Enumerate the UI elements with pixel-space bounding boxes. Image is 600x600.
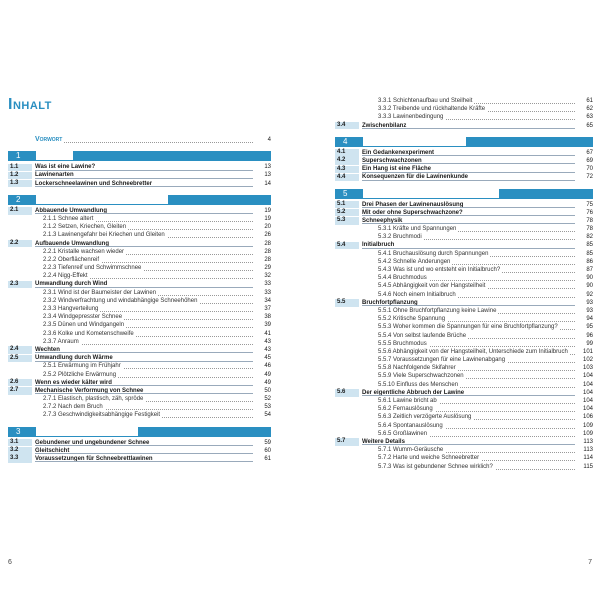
toc-title: 5.6.3 Zeitlich verzögerte Auslösung — [378, 414, 472, 421]
toc-number: 3.4 — [335, 122, 359, 129]
toc-page-number: 65 — [586, 122, 593, 129]
toc-page-number: 87 — [586, 267, 593, 273]
toc-entry[interactable] — [335, 340, 593, 348]
toc-number: 5.2 — [335, 209, 359, 216]
toc-page-number: 93 — [586, 307, 593, 314]
toc-entry[interactable] — [335, 149, 593, 157]
toc-chapter-heading[interactable] — [8, 427, 271, 437]
toc-page-number: 104 — [582, 398, 593, 404]
toc-entry[interactable] — [335, 122, 593, 130]
toc-page-number: 46 — [264, 363, 271, 370]
toc-title: Mechanische Verformung von Schnee — [35, 387, 144, 394]
toc-number: 2.3 — [8, 281, 32, 288]
toc-title: Der eigentliche Abbruch der Lawine — [362, 389, 465, 396]
toc-page-number: 95 — [586, 324, 593, 331]
toc-number: 2.4 — [8, 346, 32, 353]
toc-title: Bruchmechanik und Auslösemechanismen — [363, 188, 498, 198]
toc-page-number: 90 — [586, 283, 593, 290]
toc-chapter-heading[interactable] — [335, 189, 593, 199]
toc-page-number: 43 — [264, 338, 271, 345]
toc-page-number: 26 — [264, 232, 271, 239]
toc-chapter-heading[interactable] — [8, 151, 271, 161]
toc-entry[interactable] — [8, 180, 271, 188]
toc-number: 5.1 — [335, 201, 359, 208]
toc-page-number: 104 — [582, 381, 593, 388]
toc-entry[interactable] — [335, 165, 593, 173]
toc-entry[interactable] — [8, 362, 271, 370]
toc-page-number: 28 — [264, 256, 271, 263]
toc-chapter-heading[interactable] — [8, 195, 271, 205]
toc-title: 2.2.3 Tiefenreif und Schwimmschnee — [43, 265, 142, 272]
toc-title: 3.3.2 Treibende und rückhaltende Kräfte — [378, 106, 486, 113]
toc-page-number: 19 — [264, 215, 271, 222]
toc-entry[interactable] — [335, 105, 593, 113]
toc-page-number: 90 — [586, 275, 593, 282]
toc-page-number: 32 — [264, 273, 271, 280]
toc-title: 2.1.2 Setzen, Kriechen, Gleiten — [43, 224, 127, 231]
toc-page-number: 63 — [586, 114, 593, 121]
toc-entry[interactable] — [8, 297, 271, 305]
toc-title: 2.2.1 Kristalle wachsen wieder — [43, 248, 125, 255]
toc-number: 3.3 — [8, 455, 32, 462]
toc-title: Konsequenzen für die Lawinenkunde — [362, 174, 469, 181]
toc-number: 5.5 — [335, 299, 359, 306]
toc-number: 3.1 — [8, 439, 32, 446]
toc-title: 2.5.1 Erwärmung im Frühjahr — [43, 363, 121, 370]
toc-entry[interactable] — [335, 397, 593, 405]
toc-number: 1.3 — [8, 180, 32, 187]
toc-number: 4.4 — [335, 174, 359, 181]
toc-entry[interactable] — [335, 446, 593, 454]
toc-page-number: 41 — [264, 330, 271, 337]
toc-page-number: 109 — [582, 430, 593, 437]
page-number-left: 6 — [8, 559, 12, 566]
toc-page-number: 45 — [264, 355, 271, 362]
toc-entry[interactable] — [8, 411, 271, 419]
toc-entry[interactable] — [8, 330, 271, 338]
toc-page-number: 93 — [586, 299, 593, 306]
toc-title: 5.4.5 Abhängigkeit von der Hangsteilheit — [378, 283, 486, 290]
toc-title: Abbauende Umwandlung — [35, 207, 107, 214]
toc-entry[interactable] — [335, 438, 593, 446]
toc-title: Umwandlung durch Wind — [35, 281, 108, 288]
toc-title: Ein Gedankenexperiment — [362, 149, 435, 156]
toc-page-number: 86 — [586, 258, 593, 265]
toc-entry[interactable] — [8, 223, 271, 231]
toc-number: 2.2 — [8, 240, 32, 247]
toc-number: 5.3 — [335, 217, 359, 224]
toc-title: Aufbauende Umwandlung — [35, 240, 109, 247]
page-number-right: 7 — [588, 559, 592, 566]
toc-title: 5.6.4 Spontanauslösung — [378, 422, 443, 429]
toc-title: Einige Gedanken über Lawinen — [363, 136, 465, 146]
toc-title: 5.5.2 Kritische Spannung — [378, 316, 446, 323]
toc-title: 5.4.3 Was ist und wo entsteht ein Initialbruch? — [378, 267, 501, 273]
toc-entry[interactable] — [335, 282, 593, 290]
toc-page-number: 37 — [264, 306, 271, 312]
toc-entry[interactable] — [335, 217, 593, 225]
toc-right — [335, 97, 593, 471]
toc-title: 2.3.5 Dünen und Windgangeln — [43, 322, 125, 329]
toc-entry[interactable] — [335, 225, 593, 233]
toc-number: 5.4 — [335, 242, 359, 249]
toc-entry[interactable] — [335, 332, 593, 340]
toc-title: Ein Hang ist eine Fläche — [362, 166, 432, 173]
toc-title: 5.5.4 Von selbst laufende Brüche — [378, 332, 467, 339]
toc-entry[interactable] — [335, 291, 593, 299]
toc-page-number: 106 — [582, 414, 593, 421]
toc-title: Schnee lebt – eine kleine Schneekunde — [36, 194, 167, 204]
toc-page-number: 54 — [264, 412, 271, 419]
toc-entry[interactable] — [8, 207, 271, 215]
toc-title: Initialbruch — [362, 242, 395, 249]
toc-title: 5.7.3 Was ist gebundener Schnee wirklich? — [378, 463, 493, 470]
toc-page-number: 61 — [586, 98, 593, 104]
toc-entry[interactable] — [335, 97, 593, 105]
toc-page-number: 13 — [264, 164, 271, 171]
toc-number: 4.2 — [335, 157, 359, 164]
toc-entry[interactable] — [8, 136, 271, 144]
toc-number: 2.5 — [8, 355, 32, 362]
toc-entry[interactable] — [335, 454, 593, 462]
toc-entry[interactable] — [8, 371, 271, 379]
toc-entry[interactable] — [335, 430, 593, 438]
toc-number: 5.7 — [335, 438, 359, 445]
toc-page-number: 49 — [264, 379, 271, 386]
toc-page-number: 78 — [586, 226, 593, 233]
toc-title: 5.5.9 Viele Superschwachzonen — [378, 373, 464, 380]
toc-entry[interactable] — [335, 413, 593, 421]
toc-title: 5.3.1 Kräfte und Spannungen — [378, 226, 457, 233]
toc-page-number: 60 — [264, 447, 271, 454]
toc-title: 5.7.1 Wumm-Geräusche — [378, 447, 444, 454]
toc-entry[interactable] — [335, 258, 593, 266]
toc-entry[interactable] — [335, 241, 593, 249]
toc-entry[interactable] — [8, 171, 271, 179]
toc-number: 1.1 — [8, 164, 32, 171]
toc-page-number: 28 — [264, 248, 271, 255]
toc-page-number: 29 — [264, 265, 271, 272]
toc-entry[interactable] — [8, 272, 271, 280]
toc-page-number: 61 — [264, 456, 271, 462]
toc-entry[interactable] — [335, 364, 593, 372]
toc-page-number: 75 — [586, 201, 593, 208]
toc-title: 5.5.7 Voraussetzungen für eine Lawinenabgang — [378, 357, 506, 364]
toc-title: 5.5.10 Einfluss des Menschen — [378, 381, 459, 388]
toc-page-number: 72 — [586, 174, 593, 181]
toc-entry[interactable] — [8, 248, 271, 256]
toc-title: 5.5.8 Nachfolgende Skifahrer — [378, 365, 456, 372]
toc-page-number: 4 — [267, 137, 271, 143]
toc-entry[interactable] — [8, 403, 271, 411]
toc-title: Voraussetzungen für Schneebrettlawinen — [35, 456, 153, 462]
toc-number: 3.2 — [8, 447, 32, 454]
toc-entry[interactable] — [8, 346, 271, 354]
toc-page-number: 115 — [583, 463, 593, 470]
toc-title: 2.3.6 Kolke und Kometenschweife — [43, 330, 134, 337]
toc-page-number: 39 — [264, 322, 271, 329]
toc-page-number: 34 — [264, 297, 271, 304]
toc-title: 2.3.2 Windverfrachtung und windabhängige Schneehöhen — [43, 297, 198, 304]
toc-entry[interactable] — [335, 209, 593, 217]
toc-title: 5.5.6 Abhängigkeit von der Hangsteilheit, Unterschiede zum Initialbruch — [378, 348, 568, 355]
toc-page-number: 14 — [264, 180, 271, 187]
toc-title: Wenn es wieder kälter wird — [35, 379, 112, 386]
toc-page-number: 85 — [586, 242, 593, 249]
toc-title: 3.3.3 Lawinenbedingung — [378, 114, 444, 121]
toc-page-number: 49 — [264, 371, 271, 378]
toc-entry[interactable] — [8, 321, 271, 329]
toc-page-number: 102 — [582, 357, 593, 364]
toc-entry[interactable] — [335, 405, 593, 413]
toc-entry[interactable] — [335, 315, 593, 323]
toc-title: 2.1.3 Lawinengefahr bei Kriechen und Gleiten — [43, 232, 165, 239]
toc-entry[interactable] — [8, 447, 271, 455]
toc-page-number: 50 — [264, 387, 271, 394]
toc-entry[interactable] — [335, 250, 593, 258]
toc-title: 2.3.1 Wind ist der Baumeister der Lawinen — [43, 289, 157, 296]
toc-title: 5.4.2 Schnelle Änderungen — [378, 258, 451, 265]
toc-page-number: 38 — [264, 314, 271, 321]
toc-title: 5.5.1 Ohne Bruchfortpflanzung keine Lawine — [378, 307, 497, 314]
toc-page-number: 19 — [264, 207, 271, 214]
toc-page-number: 96 — [586, 332, 593, 339]
toc-entry[interactable] — [8, 313, 271, 321]
toc-title: 5.4.1 Bruchauslösung durch Spannungen — [378, 250, 489, 257]
toc-page-number: 33 — [264, 281, 271, 288]
toc-entry[interactable] — [8, 256, 271, 264]
toc-entry[interactable] — [335, 201, 593, 209]
toc-title: Drei Phasen der Lawinenauslösung — [362, 201, 464, 208]
toc-page-number: 104 — [582, 373, 593, 380]
right-page — [300, 0, 600, 600]
toc-number: 5.6 — [335, 389, 359, 396]
toc-title: 2.1.1 Schnee altert — [43, 215, 94, 222]
toc-page-number: 82 — [586, 234, 593, 241]
toc-page-number: 43 — [264, 346, 271, 353]
toc-title: 5.3.2 Bruchmodi — [378, 234, 422, 241]
toc-number: 2.7 — [8, 387, 32, 394]
toc-entry[interactable] — [335, 307, 593, 315]
toc-entry[interactable] — [8, 387, 271, 395]
toc-page-number: 104 — [582, 406, 593, 413]
toc-page-number: 76 — [586, 209, 593, 216]
toc-title: Wechten — [35, 346, 60, 353]
toc-entry[interactable] — [335, 323, 593, 331]
toc-title: 5.5.5 Bruchmodus — [378, 340, 427, 347]
toc-title: 2.3.4 Windgepresster Schnee — [43, 314, 123, 321]
toc-title: Zwischenbilanz — [362, 122, 407, 129]
toc-chapter-heading[interactable] — [335, 137, 593, 147]
toc-left — [8, 136, 271, 463]
toc-page-number: 13 — [264, 172, 271, 179]
toc-number: 1 — [8, 151, 32, 161]
toc-page-number: 92 — [586, 291, 593, 298]
toc-title: Schneephysik — [362, 217, 403, 224]
toc-entry[interactable] — [8, 379, 271, 387]
toc-title: Einleitung — [36, 151, 71, 161]
toc-title: 2.2.4 Nigg-Effekt — [43, 273, 88, 280]
toc-entry[interactable] — [335, 463, 593, 471]
toc-page-number: 113 — [583, 447, 593, 454]
toc-entry[interactable] — [335, 422, 593, 430]
toc-entry[interactable] — [8, 395, 271, 403]
toc-page-number: 52 — [264, 396, 271, 403]
toc-page-number: 59 — [264, 439, 271, 446]
toc-entry[interactable] — [8, 231, 271, 239]
toc-entry[interactable] — [8, 338, 271, 346]
toc-number: 2.1 — [8, 207, 32, 214]
toc-entry[interactable] — [335, 381, 593, 389]
toc-title: Lawinenarten — [35, 172, 74, 179]
toc-title: Bruchfortpflanzung — [362, 299, 418, 306]
toc-entry[interactable] — [8, 439, 271, 447]
toc-entry[interactable] — [8, 280, 271, 288]
toc-page-number: 62 — [586, 106, 593, 113]
toc-entry[interactable] — [335, 348, 593, 356]
toc-page-number: 104 — [582, 389, 593, 396]
toc-entry[interactable] — [8, 163, 271, 171]
toc-page-number: 78 — [586, 217, 593, 224]
toc-entry[interactable] — [335, 356, 593, 364]
toc-page-number: 113 — [583, 438, 593, 445]
toc-page-number: 69 — [586, 157, 593, 164]
toc-entry[interactable] — [8, 289, 271, 297]
toc-title: 2.3.3 Hangverteilung — [43, 306, 99, 312]
toc-title: Weitere Details — [362, 438, 405, 445]
toc-title: 5.6.1 Lawine bricht ab — [378, 398, 437, 404]
toc-entry[interactable] — [335, 299, 593, 307]
toc-title: Gleitschicht — [35, 447, 70, 454]
toc-page-number: 20 — [264, 224, 271, 231]
toc-title: Superschwachzonen — [362, 157, 422, 164]
toc-entry[interactable] — [8, 264, 271, 272]
toc-page-number: 28 — [264, 240, 271, 247]
toc-title: 2.7.3 Geschwindigkeitsabhängige Festigkeit — [43, 412, 161, 419]
toc-title: 2.2.2 Oberflächenreif — [43, 256, 100, 263]
toc-entry[interactable] — [8, 455, 271, 463]
toc-entry[interactable] — [335, 113, 593, 121]
toc-number: 4 — [335, 137, 359, 147]
toc-title: Was ist eine Lawine? — [35, 164, 96, 171]
toc-page-number: 85 — [586, 250, 593, 257]
toc-entry[interactable] — [8, 354, 271, 362]
toc-page-number: 70 — [586, 166, 593, 173]
toc-title: Lockerschneelawinen und Schneebretter — [35, 180, 153, 187]
toc-page-number: 103 — [582, 365, 593, 372]
toc-title: Wann kann es Lawinen geben? — [36, 426, 137, 436]
toc-number: 4.1 — [335, 149, 359, 156]
toc-title: 5.6.2 Fernauslösung — [378, 406, 433, 413]
toc-entry[interactable] — [8, 305, 271, 313]
toc-entry[interactable] — [335, 389, 593, 397]
toc-title: 3.3.1 Schichtenaufbau und Steilheit — [378, 98, 473, 104]
toc-page-number: 33 — [264, 289, 271, 296]
toc-page-number: 114 — [583, 455, 593, 462]
toc-number: 3 — [8, 427, 32, 437]
toc-title: 2.3.7 Anraum — [43, 338, 79, 345]
toc-title: Gebundener und ungebundener Schnee — [35, 439, 150, 446]
toc-entry[interactable] — [335, 274, 593, 282]
toc-entry[interactable] — [335, 266, 593, 274]
toc-page-number: 67 — [586, 149, 593, 156]
toc-title: Mit oder ohne Superschwachzone? — [362, 209, 463, 216]
toc-page-number: 101 — [582, 348, 593, 355]
page-title: Inhalt — [8, 96, 52, 113]
toc-entry[interactable] — [335, 173, 593, 181]
toc-page-number: 99 — [586, 340, 593, 347]
toc-number: 2.6 — [8, 379, 32, 386]
toc-title: 5.5.3 Woher kommen die Spannungen für eine Bruchfortpflanzung? — [378, 324, 558, 331]
toc-entry[interactable] — [335, 233, 593, 241]
toc-page-number: 94 — [586, 316, 593, 323]
toc-entry[interactable] — [335, 372, 593, 380]
toc-page-number: 109 — [582, 422, 593, 429]
toc-entry[interactable] — [8, 240, 271, 248]
toc-entry[interactable] — [8, 215, 271, 223]
toc-entry[interactable] — [335, 157, 593, 165]
toc-title: Vorwort — [35, 136, 63, 143]
toc-page-number: 53 — [264, 404, 271, 411]
toc-title: 2.5.2 Plötzliche Erwärmung — [43, 371, 117, 378]
toc-number: 4.3 — [335, 166, 359, 173]
toc-title: 5.4.4 Bruchmodus — [378, 275, 427, 282]
toc-title: 5.4.6 Noch einem Initialbruch — [378, 291, 456, 298]
toc-title: 2.7.1 Elastisch, plastisch, zäh, spröde — [43, 396, 144, 403]
toc-number: 2 — [8, 195, 32, 205]
toc-number: 1.2 — [8, 172, 32, 179]
toc-title: 2.7.2 Nach dem Bruch — [43, 404, 103, 411]
toc-number: 5 — [335, 189, 359, 199]
toc-title: 5.6.5 Großlawinen — [378, 430, 428, 437]
toc-title: 5.7.2 Harte und weiche Schneebretter — [378, 455, 480, 462]
toc-title: Umwandlung durch Wärme — [35, 355, 113, 362]
